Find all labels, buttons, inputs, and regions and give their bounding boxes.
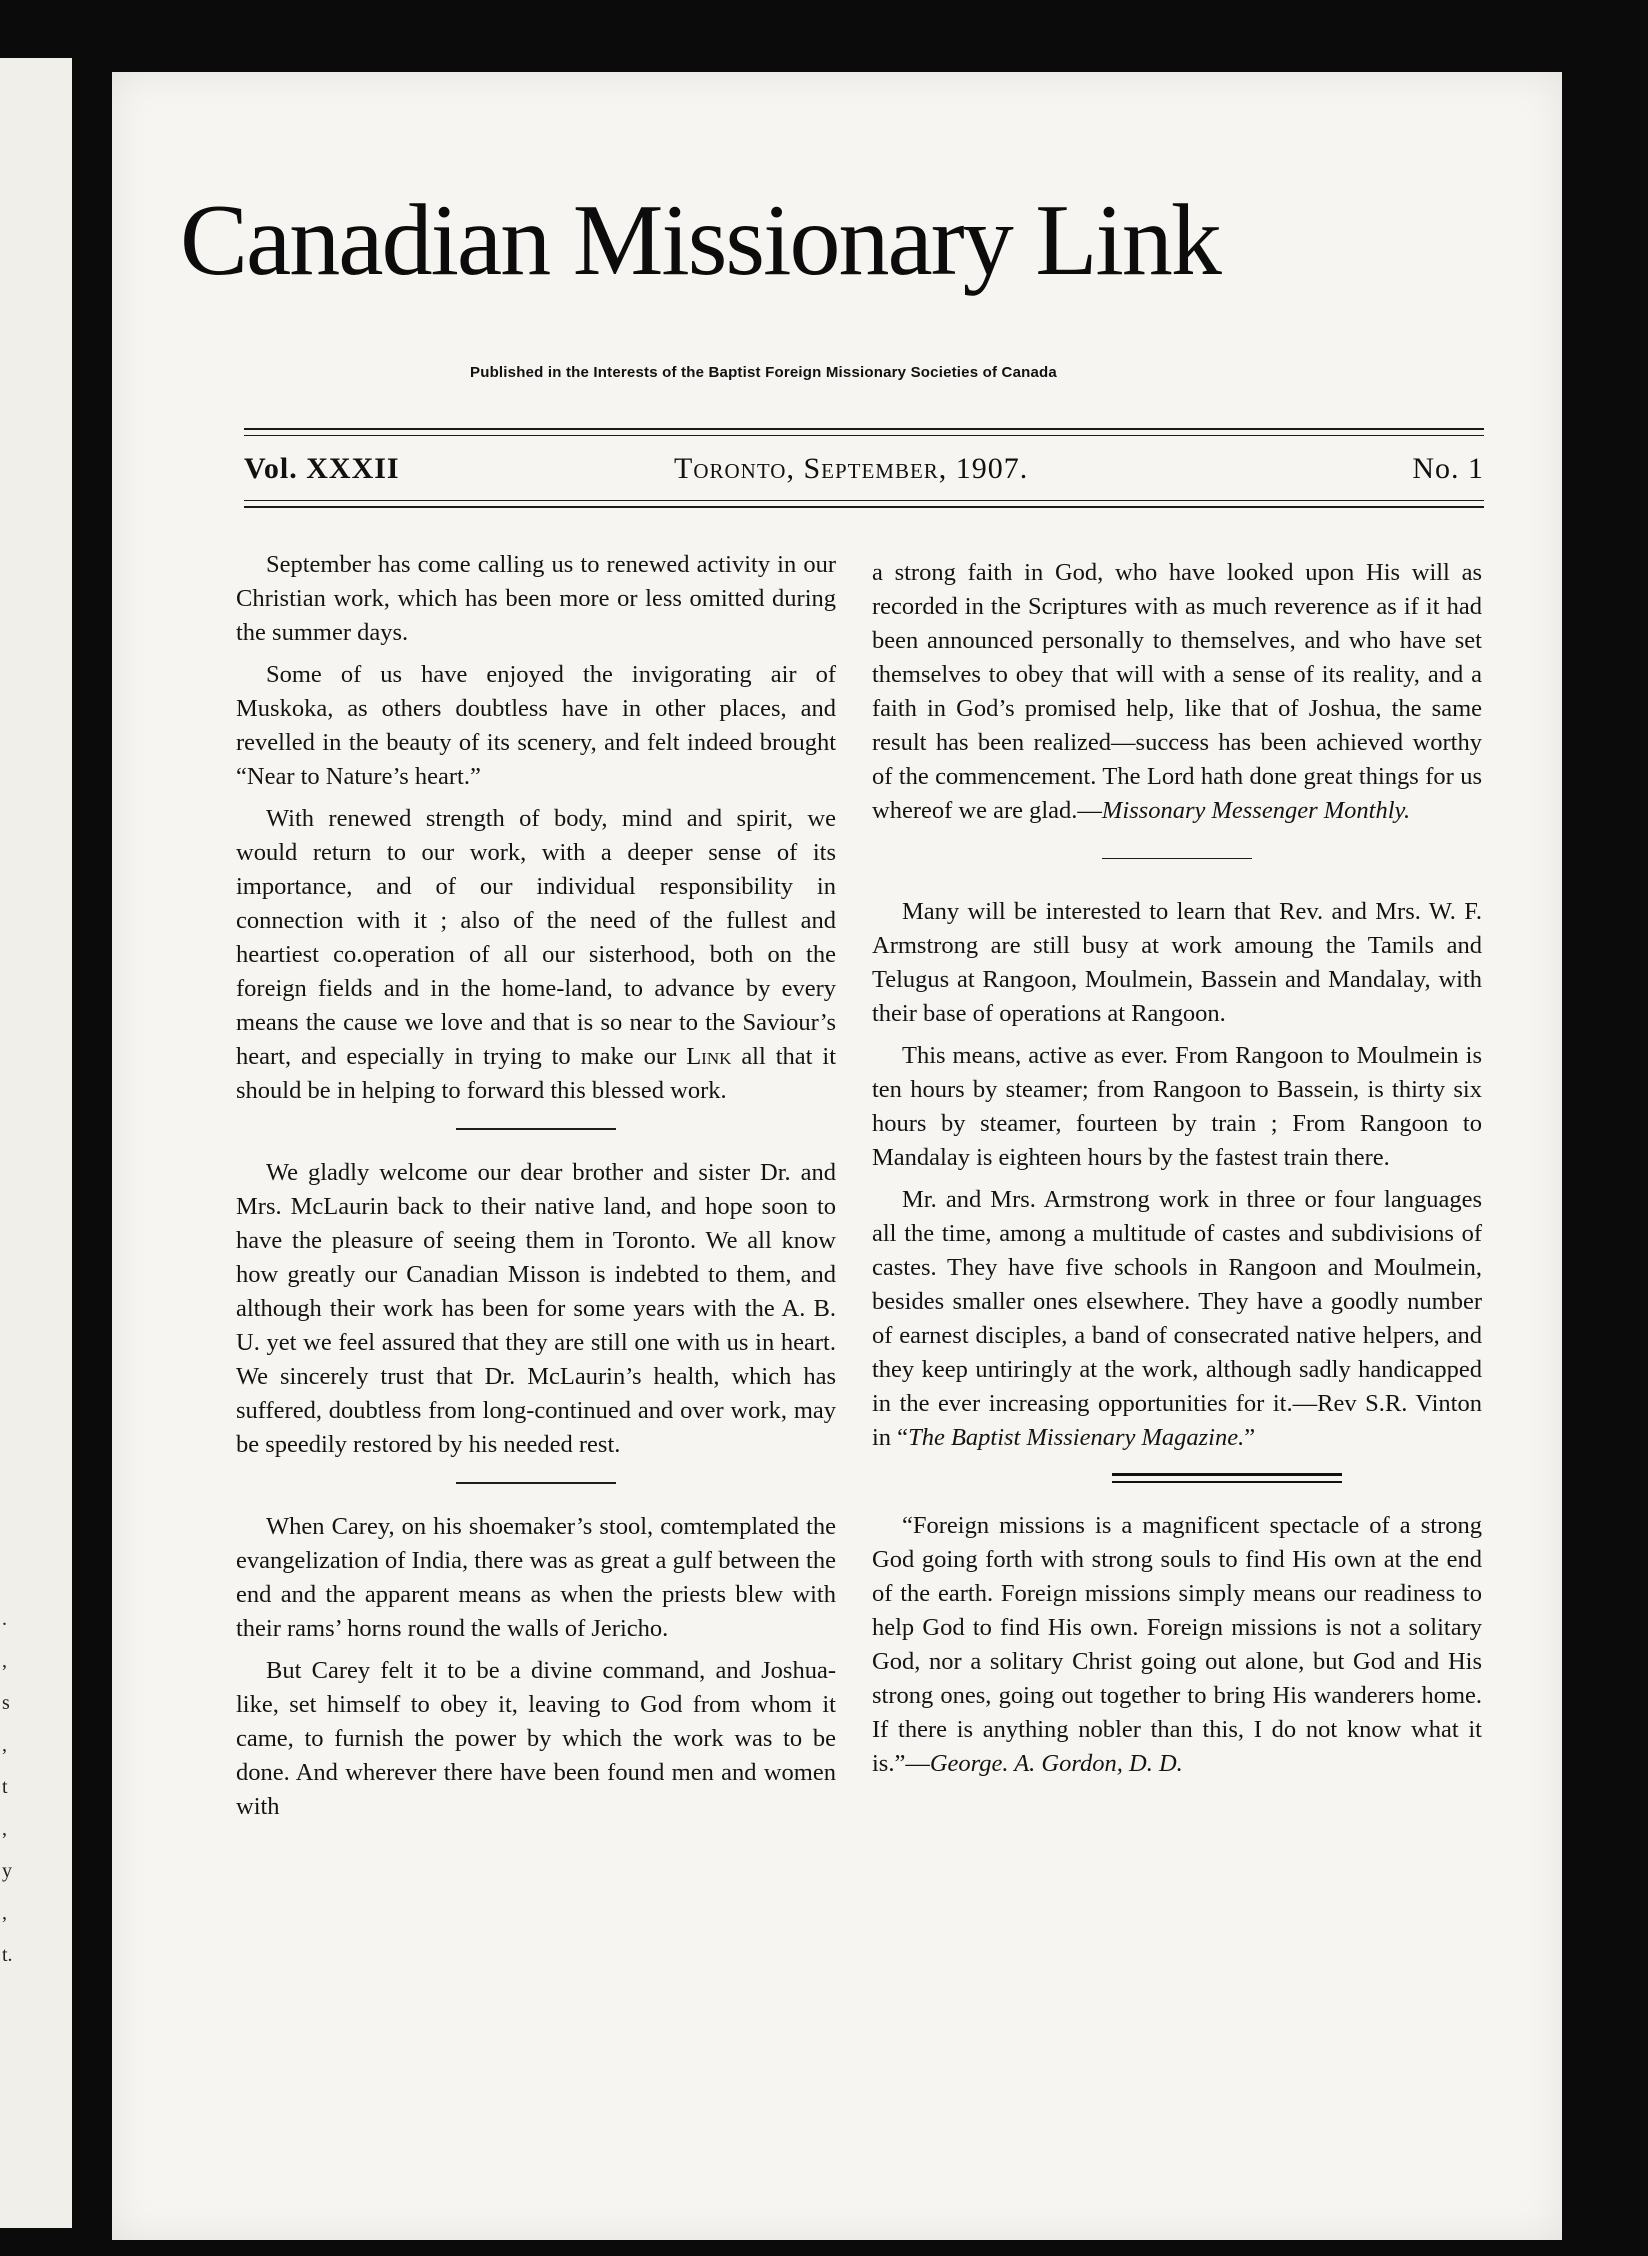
left-column bbox=[236, 548, 836, 1832]
place-date: Toronto, September, 1907. bbox=[674, 452, 1029, 485]
right-column bbox=[872, 556, 1482, 1789]
top-rule bbox=[244, 428, 1484, 441]
paragraph: Many will be interested to learn that Rev. and Mrs. W. F. Armstrong are still busy at work amoung the Tamils and Telugus at Rangoon, Moulmein, Bassein and Mandalay, with their base of operations at Rangoon. bbox=[872, 898, 1482, 1027]
section-divider bbox=[872, 1473, 1482, 1483]
paragraph: a strong faith in God, who have looked upon His will as recorded in the Scriptures with as much reverence as if it had been announced personally to themselves, and who have set themselves to obey that will with a sense of its reality, and a faith in God’s promised help, like that of Joshua, the same result has been realized—success has been achieved worthy of the commencement. The Lord hath done great things for us whereof we are glad.—Missonary Messenger Monthly. bbox=[872, 559, 1482, 824]
paragraph: But Carey felt it to be a divine command, and Joshua-like, set himself to obey it, leaving to God from whom it came, to furnish the power by which the work was to be done. And wherever there have been found men and women with bbox=[236, 1657, 836, 1820]
volume-number: Vol. XXXII bbox=[244, 452, 400, 485]
paragraph: We gladly welcome our dear brother and sister Dr. and Mrs. McLaurin back to their native land, and hope soon to have the pleasure of seeing them in Toronto. We all know how greatly our Canadian Misson is indebted to them, and although their work has been for some years with the A. B. U. yet we feel assured that they are still one with us in heart. We sincerely trust that Dr. McLaurin’s health, which has suffered, doubtless from long-continued and over work, may be speedily restored by his needed rest. bbox=[236, 1159, 836, 1458]
adjacent-page-edge bbox=[0, 58, 72, 2228]
masthead-subtitle: Published in the Interests of the Baptist Foreign Missionary Societies of Canada bbox=[470, 364, 1057, 381]
section-divider bbox=[456, 1128, 616, 1130]
adjacent-page-fragment-text: . , s , t , y , t. bbox=[2, 1608, 13, 1966]
paragraph: September has come calling us to renewed activity in our Christian work, which has been more or less omitted during the summer days. bbox=[236, 551, 836, 646]
source-citation: Missonary Messenger Monthly. bbox=[1101, 797, 1411, 824]
bottom-rule bbox=[244, 500, 1484, 513]
masthead-title: Canadian Missionary Link bbox=[180, 184, 1220, 297]
paragraph: When Carey, on his shoemaker’s stool, comtemplated the evangelization of India, there was as great a gulf between the end and the apparent means as when the priests blew with their rams’ horns round the walls of Jericho. bbox=[236, 1513, 836, 1642]
source-citation: The Baptist Missienary Magazine. bbox=[908, 1424, 1245, 1451]
issue-number: No. 1 bbox=[1412, 452, 1484, 485]
link-name: Link bbox=[686, 1043, 732, 1070]
section-divider bbox=[456, 1482, 616, 1484]
scan-border bbox=[1562, 60, 1590, 2250]
paragraph: Some of us have enjoyed the invigorating air of Muskoka, as others doubtless have in other places, and revelled in the beauty of its scenery, and felt indeed brought “Near to Nature’s heart.” bbox=[236, 661, 836, 790]
paragraph: “Foreign missions is a magnificent spectacle of a strong God going forth with strong souls to find His own at the end of the earth. Foreign missions simply means our readiness to help God to find His own. Foreign missions is not a solitary God, nor a solitary Christ going out alone, but God and His strong ones, going out together to bring His wanderers home. If there is anything nobler than this, I do not know what it is.”—George. A. Gordon, D. D. bbox=[872, 1512, 1482, 1777]
paragraph: Mr. and Mrs. Armstrong work in three or four languages all the time, among a multitude of castes and subdivisions of castes. They have five schools in Rangoon and Moulmein, besides smaller ones elsewhere. They have a goodly number of earnest disciples, a band of consecrated native helpers, and they keep untiringly at the work, although sadly handicapped in the ever increasing opportunities for it.—Rev S.R. Vinton in “The Baptist Missienary Magazine.” bbox=[872, 1186, 1482, 1451]
paragraph: This means, active as ever. From Rangoon to Moulmein is ten hours by steamer; from Rangoon to Bassein, is thirty six hours by steamer, fourteen by train ; From Rangoon to Mandalay is eighteen hours by the fastest train there. bbox=[872, 1042, 1482, 1171]
issue-line bbox=[244, 452, 1484, 492]
source-citation: George. A. Gordon, D. D. bbox=[929, 1750, 1183, 1777]
section-divider bbox=[1102, 858, 1252, 859]
paragraph: With renewed strength of body, mind and spirit, we would return to our work, with a deeper sense of its importance, and of our individual responsibility in connection with it ; also of the need of the fullest and heartiest co.operation of all our sisterhood, both on the foreign fields and in the home-land, to advance by every means the cause we love and that is so near to the Saviour’s heart, and especially in trying to make our Link all that it should be in helping to forward this blessed work. bbox=[236, 805, 837, 1104]
